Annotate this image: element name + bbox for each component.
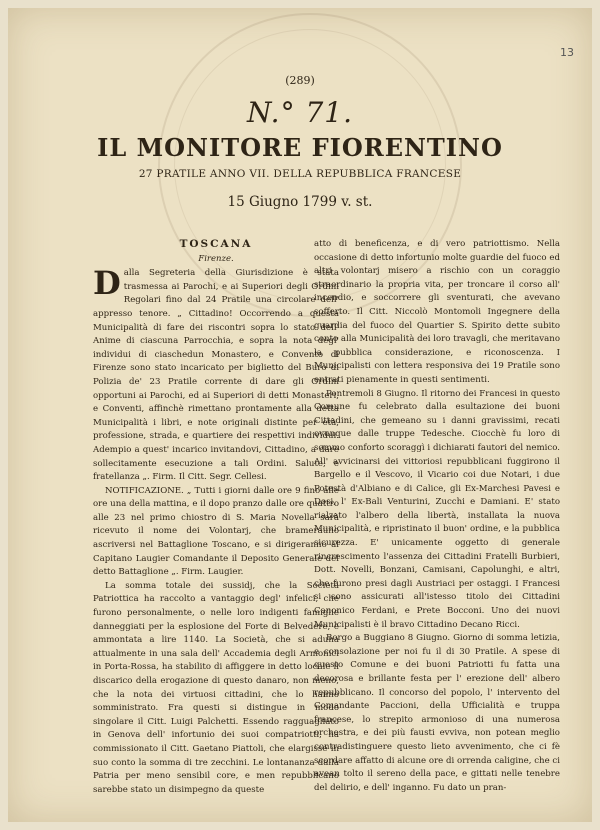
- section-heading: TOSCANA: [179, 238, 253, 250]
- notification-paragraph: NOTIFICAZIONE. „ Tutti i giorni dalle ore 9 fino alle ore una della mattina, e il dopo pranzo dalle ore quattro alle 23 nel primo chiostro di S. Maria Novella sarà ricevuto il nome dei Volontarj, che bramerauno ascriversi nel Battaglione Toscano, e si dirigeranno al Capitano Laugier Comandante il Deposito Generale del detto Battaglione „. Firm. Laugier.: [93, 485, 339, 578]
- article-paragraph: atto di beneficenza, e di vero patriottismo. Nella occasione di detto infortunio molte guardie del fuoco ed altri volontarj misero a rischio con un coraggio straordinario la propria vita, per troncare il corso all' incendio, e soccorrere gli sventurati, che avevano sofferto. Il Citt. Niccolò Montomoli Ingegnere della guardia del fuoco del Quartier S. Spirito dette subito conto alla Municipalità dei loro travagli, che meritavano la pubblica considerazione, e riconoscenza. I Municipalisti con lettera responsiva dei 19 Pratile sono entrati pienamente in questi sentimenti.: [314, 239, 560, 385]
- article-paragraph-pontremoli: Pontremoli 8 Giugno. Il ritorno dei Francesi in questo Comune fu celebrato dalla esultazione dei buoni Cittadini, che gemeano su i danni gravissimi, recati ovunque dalle truppe Tedesche. Ciocchè fu loro di sommo conforto scoraggì i dichiarati fautori del nemico. All' avvicinarsi dei vittoriosi repubblicani fuggirono il Bargello e il Vescovo, il Vicario coi due Notari, i due Potestà d'Albiano e di Calice, gli Ex-Marchesi Pavesi e Dosi, l' Ex-Bali Venturini, Zucchi e Damiani. E' stato rialzato l'albero della libertà, installata la nuova Municipalità, e ripristinato il buon' ordine, e la pubblica sicurezza. E' unicamente oggetto di generale rincrescimento l'assenza dei Cittadini Fratelli Burbieri, Dott. Novelli, Bonzani, Camisani, Capolunghi, e altri, che furono presi dagli Austriaci per ostaggi. I Francesi si sono assicurati all'istesso titolo dei Cittadini Canonico Ferdani, e Prete Bocconi. Uno dei nuovi Municipalisti è il bravo Cittadino Decano Ricci.: [314, 388, 560, 630]
- archive-mark: 13: [560, 46, 574, 59]
- newspaper-page: [8, 8, 592, 822]
- date-republican: 27 PRATILE ANNO VII. DELLA REPUBBLICA FRANCESE: [138, 168, 462, 180]
- article-text: alla Segreteria della Giurisdizione è stata trasmessa ai Parochi, e ai Superiori degli Ordini Regolari fino dal 24 Pratile una circolare dell' appresso tenore. „ Cittadino! Occorrendo a questa Municipalità di fare dei riscontri sopra lo stato dell' Anime di ciascuna Parrocchia, e sopra la nota degl' individui di ciaschedun Monastero, e Convento di Firenze sono stato incaricato per biglietto del Burò di Polizia de' 23 Pratile corrente di dare gli Ordini opportuni ai Parochi, ed ai Superiori di detti Monasteri, e Conventi, affinchè rimettano prontamente alla detta Municipalità i libri, e note originali distinte per età, professione, strada, e quartiere dei respettivi individui. Adempio a quest' incarico invitandovi, Cittadino, a dare sollecitamente esecuzione a tali Ordini. Salute, e fratellanza „. Firm. Il Citt. Segr. Cellesi.: [93, 268, 339, 483]
- article-paragraph: [93, 264, 339, 485]
- page-number: (289): [285, 74, 315, 87]
- dateline-firenze: Firenze.: [198, 253, 234, 264]
- left-column: [93, 238, 339, 797]
- date-gregorian: 15 Giugno 1799 v. st.: [227, 194, 373, 210]
- right-column: [314, 238, 560, 795]
- article-paragraph: La somma totale dei sussidj, che la Società Patriottica ha raccolto a vantaggio degl' infelici, che furono personalmente, o nelle loro indigenti famiglie danneggiati per la esplosione del Forte di Belvedere, è ammontata a lire 1140. La Società, che si aduna attualmente in una sala dell' Accademia degli Armonici in Porta-Rossa, ha stabilito di affiggere in detto locale il discarico della erogazione di questo danaro, non meno, che la nota dei virtuosi cittadini, che lo hanno somministrato. Fra questi si distingue in modo singolare il Citt. Luigi Palchetti. Essendo ragguagliato in Genova dell' infortunio dei suoi compatriotti, ha commissionato il Citt. Gaetano Piattoli, che elargisse in suo conto la somma di tre zecchini. Le lontananza dalla Patria per meno sensibil core, e men repubblicano sarebbe stato un disimpegno da queste: [93, 580, 339, 795]
- drop-cap: D: [93, 264, 121, 303]
- issue-number: N.° 71.: [246, 96, 354, 129]
- masthead-title: IL MONITORE FIORENTINO: [97, 133, 503, 162]
- article-paragraph-buggiano: Borgo a Buggiano 8 Giugno. Giorno di somma letizia, e consolazione per noi fu il di 30 Pratile. A spese di questo Comune e dei buoni Patriotti fu fatta una decorosa e brillante festa per l' erezione dell' albero repubblicano. Il concorso del popolo, l' intervento del Comandante Paccioni, della Ufficialità e truppa francese, lo strepito armonioso di una numerosa orchestra, e dei più fausti evviva, non potean meglio contradistinguere questo lieto avvenimento, che ci fè scordare affatto di alcune ore di orrenda caligine, che ci avean tolto il sereno della pace, e gittati nelle tenebre del delirio, e dell' inganno. Fu dato un pran-: [314, 633, 560, 793]
